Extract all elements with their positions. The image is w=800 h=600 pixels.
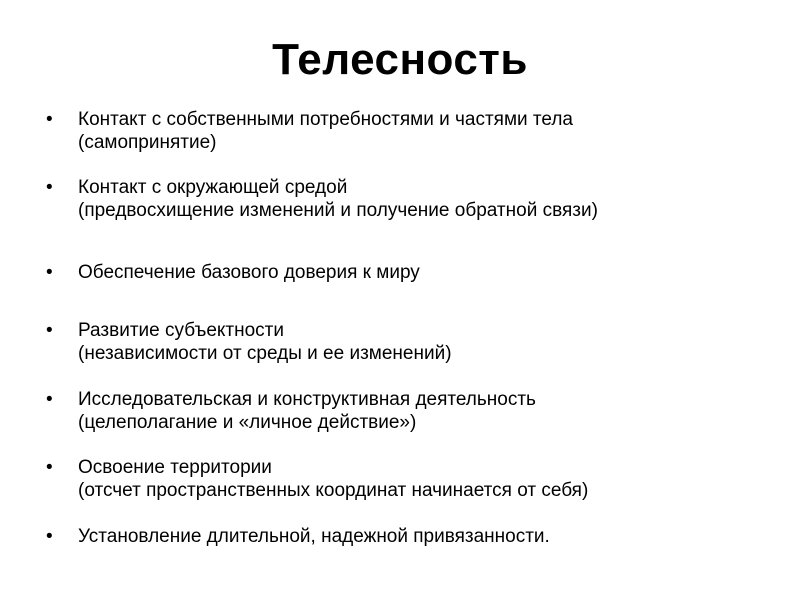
bullet-dot: • — [46, 320, 53, 341]
bullet-text — [78, 388, 768, 434]
bullet-dot: • — [46, 177, 53, 198]
bullet-subline: (целеполагание и «личное действие») — [78, 412, 417, 433]
bullet-dot: • — [46, 109, 53, 130]
bullet-dot: • — [46, 389, 53, 410]
bullet-subline: (самопринятие) — [78, 132, 217, 153]
bullet-text — [78, 319, 768, 365]
bullet-dot: • — [46, 262, 53, 283]
bullet-line: Контакт с окружающей средой — [78, 177, 348, 198]
bullet-text — [78, 176, 768, 222]
bullet-subline: (предвосхищение изменений и получение обратной связи) — [78, 200, 598, 221]
bullet-line: Развитие субъектности — [78, 320, 284, 341]
bullet-text — [78, 525, 768, 548]
bullet-line: Контакт с собственными потребностями и частями тела — [78, 109, 573, 130]
bullet-text — [78, 108, 768, 154]
bullet-subline: (отсчет пространственных координат начинается от себя) — [78, 480, 589, 501]
bullet-dot: • — [46, 457, 53, 478]
bullet-line: Освоение территории — [78, 457, 272, 478]
bullet-dot: • — [46, 526, 53, 547]
bullet-line: Обеспечение базового доверия к миру — [78, 262, 420, 283]
bullet-subline: (независимости от среды и ее изменений) — [78, 343, 452, 364]
bullet-line: Исследовательская и конструктивная деятельность — [78, 389, 536, 410]
bullet-line: Установление длительной, надежной привязанности. — [78, 526, 550, 547]
bullet-text — [78, 456, 768, 502]
slide-title: Телесность — [272, 35, 528, 84]
bullet-text — [78, 261, 768, 284]
